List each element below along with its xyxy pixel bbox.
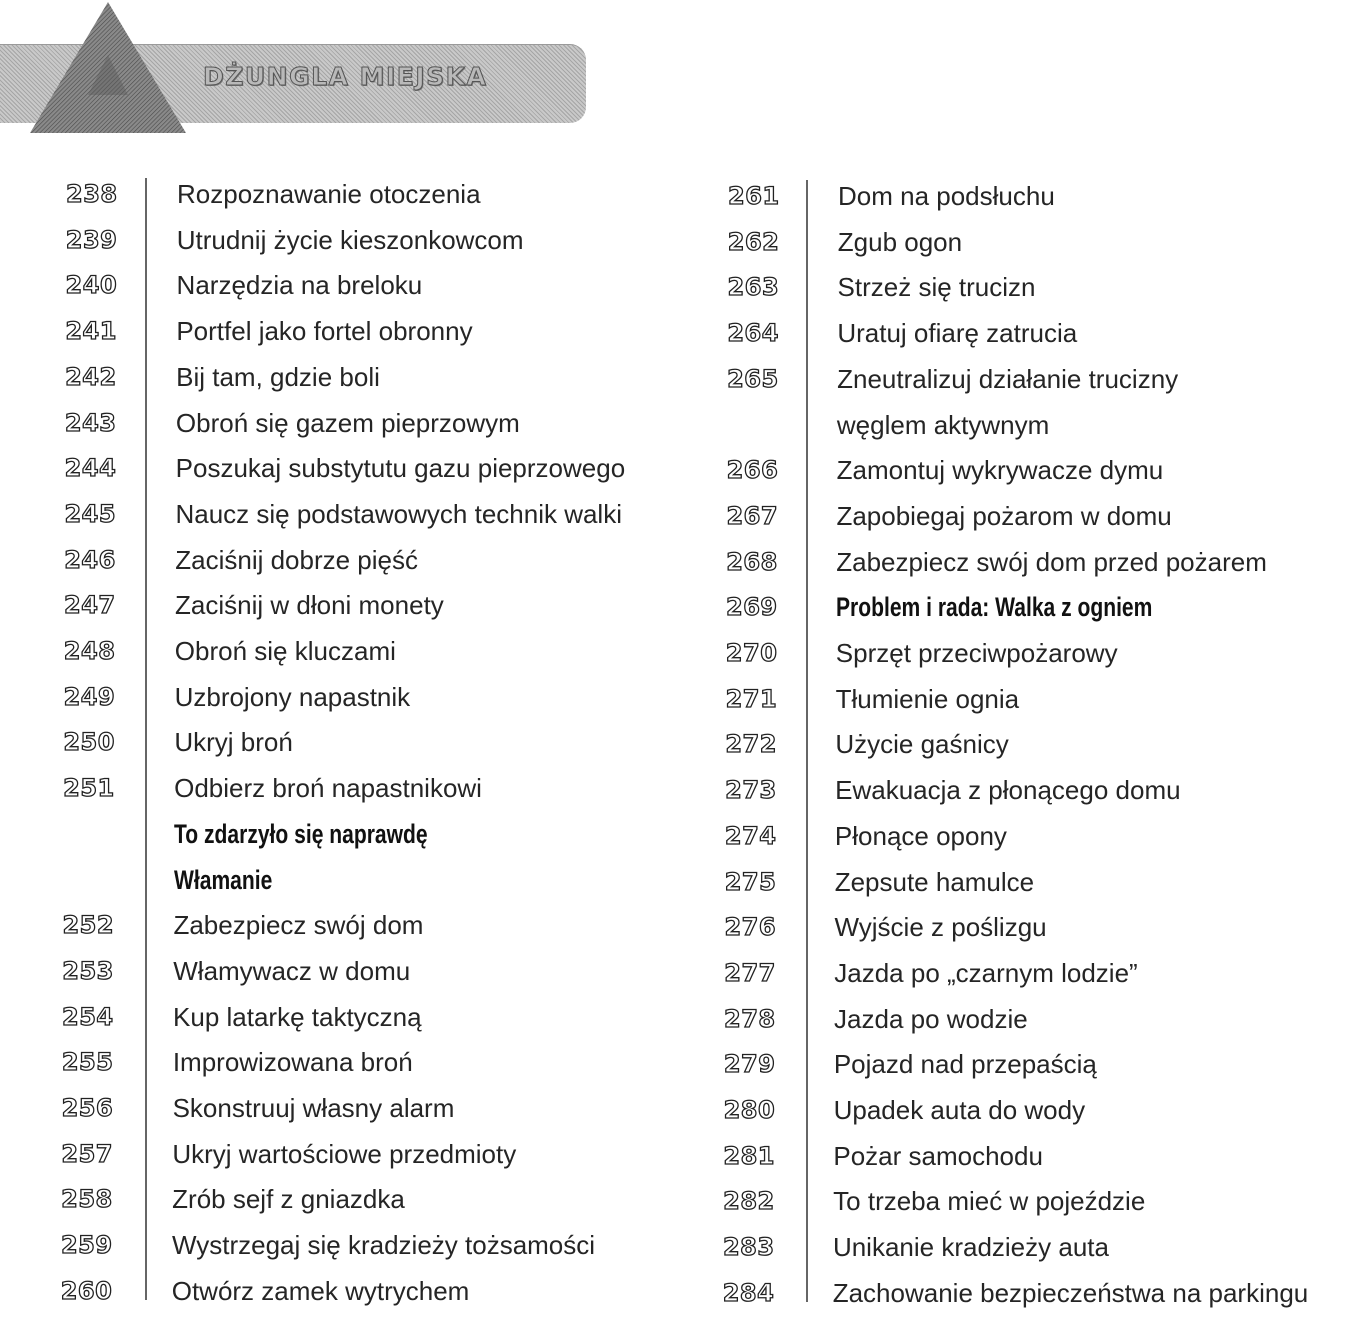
toc-entry-title[interactable]: Odbierz broń napastnikowi xyxy=(174,773,482,804)
toc-entry-number: 263 xyxy=(727,273,780,302)
toc-entry-number: 241 xyxy=(65,317,117,346)
toc-entry-number: 268 xyxy=(726,547,778,576)
toc-entry-number: 250 xyxy=(63,728,115,757)
left-column-divider xyxy=(145,178,147,1300)
toc-entry-title[interactable]: Zamontuj wykrywacze dymu xyxy=(836,455,1164,486)
toc-entry-title[interactable]: Improwizowana broń xyxy=(172,1047,413,1078)
toc-section-heading[interactable]: Włamanie xyxy=(173,864,273,895)
toc-entry-title[interactable]: Skonstruuj własny alarm xyxy=(172,1093,455,1123)
toc-entry-number: 254 xyxy=(62,1002,114,1031)
toc-entry-title[interactable]: Upadek auta do wody xyxy=(833,1095,1086,1125)
toc-entry-number: 258 xyxy=(61,1185,113,1214)
toc-entry-title[interactable]: Włamywacz w domu xyxy=(173,955,411,986)
toc-entry-title[interactable]: Poszukaj substytutu gazu pieprzowego xyxy=(175,453,626,484)
toc-entry-number: 260 xyxy=(60,1276,113,1305)
toc-entry-number: 283 xyxy=(722,1233,775,1262)
toc-entry-title[interactable]: Ukryj broń xyxy=(174,727,293,758)
toc-entry-number: 272 xyxy=(725,730,777,759)
toc-entry-title[interactable]: Zneutralizuj działanie trucizny xyxy=(837,363,1179,394)
toc-entry-title[interactable]: Zepsute hamulce xyxy=(834,866,1035,897)
toc-entry-title[interactable]: Sprzęt przeciwpożarowy xyxy=(835,638,1118,668)
toc-entry-number: 257 xyxy=(61,1139,113,1168)
toc-entry-title[interactable]: Jazda po „czarnym lodzie” xyxy=(834,957,1138,988)
toc-entry-title[interactable]: Jazda po wodzie xyxy=(834,1003,1028,1034)
toc-entry-number: 271 xyxy=(725,684,778,713)
toc-entry-title[interactable]: Wyjście z poślizgu xyxy=(834,912,1047,943)
toc-entry-title[interactable]: Dom na podsłuchu xyxy=(838,181,1055,211)
toc-entry-title[interactable]: Zachowanie bezpieczeństwa na parkingu xyxy=(832,1277,1309,1308)
toc-entry-number: 264 xyxy=(727,319,779,348)
toc-entry-number: 256 xyxy=(61,1094,114,1122)
toc-entry-number: 273 xyxy=(725,776,777,805)
toc-entry-number: 266 xyxy=(726,456,779,485)
toc-entry-title[interactable]: Ewakuacja z płonącego domu xyxy=(835,775,1181,806)
toc-entry-title[interactable]: Otwórz zamek wytrychem xyxy=(171,1275,470,1306)
toc-entry-title[interactable]: Pojazd nad przepaścią xyxy=(833,1049,1097,1080)
toc-entry-title[interactable]: Uratuj ofiarę zatrucia xyxy=(837,318,1078,349)
toc-entry-title[interactable]: Rozpoznawanie otoczenia xyxy=(177,179,481,209)
toc-entry-number: 262 xyxy=(727,227,780,256)
toc-entry-number: 259 xyxy=(60,1231,113,1260)
toc-entry-title[interactable]: Naucz się podstawowych technik walki xyxy=(175,498,622,529)
triangle-emblem-icon xyxy=(28,0,188,135)
toc-section-heading[interactable]: To zdarzyło się naprawdę xyxy=(173,818,428,849)
toc-entry-number: 282 xyxy=(723,1187,775,1216)
toc-entry-title[interactable]: Zgub ogon xyxy=(837,226,963,257)
toc-entry-title[interactable]: Pożar samochodu xyxy=(833,1140,1043,1171)
toc-entry-title[interactable]: Zrób sejf z gniazdka xyxy=(172,1184,405,1215)
toc-entry-number: 239 xyxy=(65,225,118,254)
toc-entry-title[interactable]: Portfel jako fortel obronny xyxy=(176,316,473,347)
toc-entry-number: 265 xyxy=(727,364,779,393)
toc-entry-number: 284 xyxy=(722,1278,775,1307)
toc-entry-number: 276 xyxy=(724,913,777,942)
toc-entry-number: 275 xyxy=(724,867,777,896)
toc-entry-number: 240 xyxy=(65,271,118,300)
toc-entry-number: 255 xyxy=(61,1048,114,1077)
chapter-title: DŻUNGLA MIEJSKA xyxy=(203,62,488,91)
toc-entry-title[interactable]: Zapobiegaj pożarom w domu xyxy=(836,500,1172,531)
toc-entry-number: 278 xyxy=(724,1004,776,1033)
toc-entry-number: 248 xyxy=(63,637,116,665)
toc-entry-number: 267 xyxy=(726,501,779,530)
toc-entry-title[interactable]: Zaciśnij w dłoni monety xyxy=(175,590,444,621)
toc-entry-title[interactable]: Obroń się gazem pieprzowym xyxy=(175,407,520,438)
toc-entry-number: 244 xyxy=(64,454,117,483)
toc-entry-title[interactable]: Kup latarkę taktyczną xyxy=(173,1001,422,1032)
toc-entry-title[interactable]: Zabezpiecz swój dom xyxy=(173,910,424,941)
toc-entry-number: 247 xyxy=(64,591,116,620)
toc-entry-number: 249 xyxy=(63,682,116,711)
toc-entry-number: 243 xyxy=(64,408,117,437)
toc-entry-title[interactable]: Narzędzia na breloku xyxy=(176,270,423,301)
toc-entry-title[interactable]: Zabezpiecz swój dom przed pożarem xyxy=(836,546,1267,577)
toc-entry-title[interactable]: węglem aktywnym xyxy=(836,409,1050,440)
toc-entry-number: 253 xyxy=(62,956,114,985)
toc-entry-title[interactable]: Wystrzegaj się kradzieży tożsamości xyxy=(171,1230,596,1261)
toc-entry-title[interactable]: Strzeż się trucizn xyxy=(837,272,1036,303)
toc-entry-number: 261 xyxy=(728,182,780,210)
toc-entry-title[interactable]: Ukryj wartościowe przedmioty xyxy=(172,1138,517,1169)
toc-entry-title[interactable]: Użycie gaśnicy xyxy=(835,729,1009,760)
toc-entry-number: 281 xyxy=(723,1141,775,1170)
right-column-divider xyxy=(806,180,808,1302)
toc-entry-title[interactable]: Unikanie kradzieży auta xyxy=(832,1232,1109,1263)
toc-entry-title[interactable]: To trzeba mieć w pojeździe xyxy=(833,1186,1146,1217)
toc-entry-number: 269 xyxy=(726,593,778,622)
toc-entry-number: 274 xyxy=(724,821,777,850)
toc-entry-title[interactable]: Uzbrojony napastnik xyxy=(174,681,411,712)
toc-entry-number: 280 xyxy=(723,1096,776,1124)
toc-entry-number: 245 xyxy=(64,499,117,528)
toc-section-heading[interactable]: Problem i rada: Walka z ogniem xyxy=(836,592,1153,623)
toc-entry-number: 252 xyxy=(62,911,115,940)
toc-entry-number: 277 xyxy=(724,958,776,987)
toc-entry-title[interactable]: Obroń się kluczami xyxy=(174,636,396,666)
toc-entry-number: 279 xyxy=(723,1050,776,1079)
toc-entry-title[interactable]: Utrudnij życie kieszonkowcom xyxy=(176,224,524,255)
toc-entry-title[interactable]: Bij tam, gdzie boli xyxy=(176,361,380,392)
toc-entry-number: 242 xyxy=(65,362,117,391)
toc-entry-number: 246 xyxy=(64,545,116,574)
toc-entry-title[interactable]: Płonące opony xyxy=(834,820,1007,851)
toc-entry-title[interactable]: Tłumienie ognia xyxy=(835,683,1020,714)
toc-entry-number: 270 xyxy=(725,639,778,667)
toc-entry-title[interactable]: Zaciśnij dobrze pięść xyxy=(175,544,419,575)
toc-entry-number: 238 xyxy=(66,180,118,208)
toc-entry-number: 251 xyxy=(63,774,115,803)
